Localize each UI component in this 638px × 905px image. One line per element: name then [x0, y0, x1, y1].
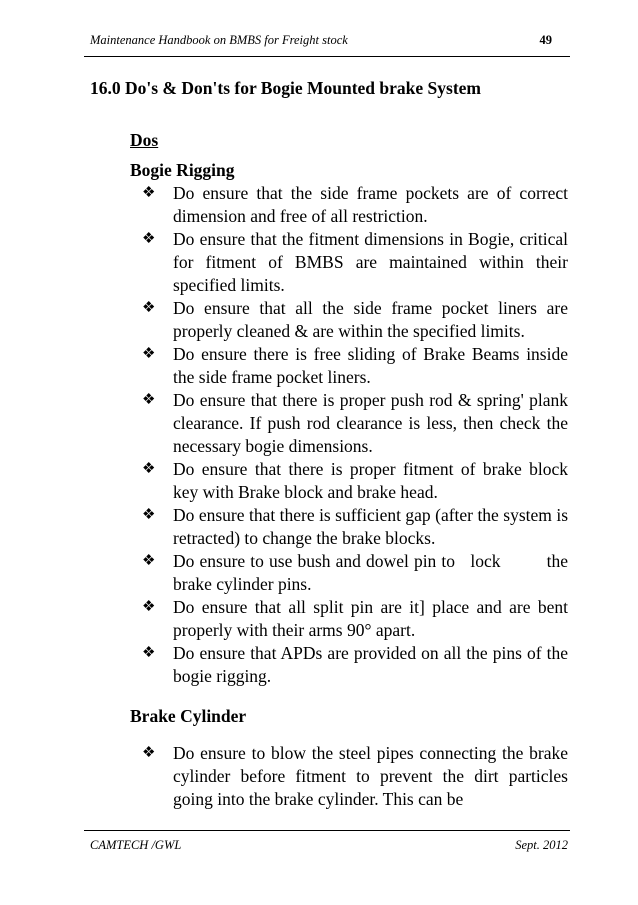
list-item	[130, 504, 568, 550]
dos-heading: Dos	[130, 130, 159, 150]
bogie-rigging-list	[130, 182, 573, 688]
diamond-bullet-icon: ❖	[142, 507, 156, 523]
diamond-bullet-icon: ❖	[142, 461, 156, 477]
brake-cylinder-list	[130, 742, 568, 811]
list-item-text: Do ensure that there is sufficient gap (after the system is retracted) to change the brake blocks.	[173, 505, 568, 548]
list-item	[130, 458, 568, 504]
list-item-text: Do ensure that there is proper push rod & spring' plank clearance. If push rod clearance is less, then check the necessary bogie dimensions.	[173, 390, 568, 456]
diamond-bullet-icon: ❖	[142, 392, 156, 408]
list-item-text: Do ensure that the side frame pockets are of correct dimension and free of all restriction.	[173, 183, 568, 226]
diamond-bullet-icon: ❖	[142, 231, 156, 247]
list-item	[130, 742, 568, 811]
section-heading: 16.0 Do's & Don'ts for Bogie Mounted brake System	[90, 78, 481, 98]
footer-divider	[84, 830, 570, 831]
list-item	[130, 389, 568, 458]
diamond-bullet-icon: ❖	[142, 185, 156, 201]
diamond-bullet-icon: ❖	[142, 553, 156, 569]
diamond-bullet-icon: ❖	[142, 346, 156, 362]
list-item	[130, 297, 568, 343]
page-footer	[90, 838, 568, 853]
list-item-text: Do ensure to use bush and dowel pin to lock the brake cylinder pins.	[173, 551, 573, 594]
footer-left: CAMTECH /GWL	[90, 838, 182, 852]
bogie-rigging-heading: Bogie Rigging	[130, 160, 235, 180]
header-title: Maintenance Handbook on BMBS for Freight stock	[90, 33, 348, 47]
list-item	[130, 550, 573, 596]
list-item-text: Do ensure that all the side frame pocket liners are properly cleaned & are within the specified limits.	[173, 298, 568, 341]
diamond-bullet-icon: ❖	[142, 300, 156, 316]
diamond-bullet-icon: ❖	[142, 645, 156, 661]
brake-cylinder-heading: Brake Cylinder	[130, 706, 247, 726]
list-item-text: Do ensure there is free sliding of Brake Beams inside the side frame pocket liners.	[173, 344, 568, 387]
list-item-text: Do ensure that the fitment dimensions in Bogie, critical for fitment of BMBS are maintained within their specified limits.	[173, 229, 568, 295]
page-header	[90, 33, 554, 48]
page-number: 49	[539, 33, 552, 47]
list-item	[130, 228, 568, 297]
diamond-bullet-icon: ❖	[142, 599, 156, 615]
header-divider	[84, 56, 570, 57]
footer-right: Sept. 2012	[515, 838, 568, 852]
list-item-text: Do ensure that there is proper fitment of brake block key with Brake block and brake head.	[173, 459, 568, 502]
list-item	[130, 596, 568, 642]
list-item-text: Do ensure to blow the steel pipes connecting the brake cylinder before fitment to prevent the dirt particles going into the brake cylinder. This can be	[173, 743, 568, 809]
list-item-text: Do ensure that all split pin are it] place and are bent properly with their arms 90° apart.	[173, 597, 568, 640]
diamond-bullet-icon: ❖	[142, 745, 156, 761]
list-item	[130, 343, 568, 389]
list-item	[130, 642, 568, 688]
list-item-text: Do ensure that APDs are provided on all the pins of the bogie rigging.	[173, 643, 568, 686]
list-item	[130, 182, 568, 228]
